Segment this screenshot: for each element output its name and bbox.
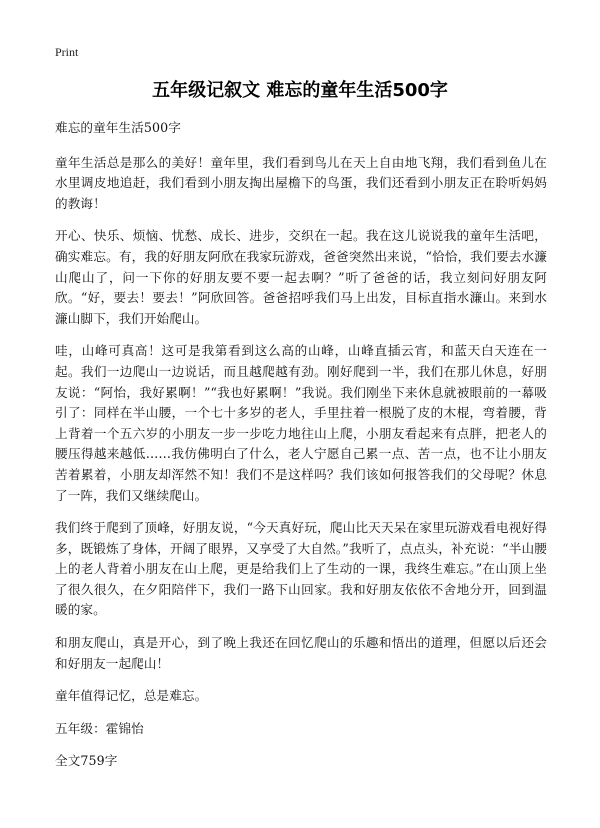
word-count: 全文759字: [55, 753, 118, 769]
author-line: 五年级：霍锦怡: [55, 720, 144, 736]
article-body: [55, 118, 547, 784]
print-link[interactable]: Print: [55, 45, 79, 59]
article-subtitle: 难忘的童年生活500字: [55, 120, 181, 135]
paragraph-reflection: 和朋友爬山，真是开心，到了晚上我还在回忆爬山的乐趣和悟出的道理，但愿以后还会和好朋友一起爬山！: [55, 635, 547, 671]
paragraph-conclusion: 童年值得记忆，总是难忘。: [55, 688, 208, 704]
page-title: 五年级记叙文 难忘的童年生活500字: [152, 80, 448, 101]
paragraph-story-start: 开心、快乐、烦恼、忧愁、成长、进步，交织在一起。我在这儿说说我的童年生活吧，确实难忘。有，我的好朋友阿欣在我家玩游戏，爸爸突然出来说，“恰恰，我们要去水濂山爬山了，问一下你的好朋友要不要一起去啊？”听了爸爸的话，我立刻问好朋友阿欣。“好，要去！要去！”阿欣回答。爸爸招呼我们马上出发，目标直指水濂山。来到水濂山脚下，我们开始爬山。: [55, 228, 547, 326]
paragraph-summit: 我们终于爬到了顶峰，好朋友说，“今天真好玩，爬山比天天呆在家里玩游戏看电视好得多，既锻炼了身体，开阔了眼界，又享受了大自然。”我听了，点点头，补充说：“半山腰上的老人背着小朋友在山上爬，更是给我们上了生动的一课，我终生难忘。”在山顶上坐了很久很久，在夕阳陪伴下，我们一路下山回家。我和好朋友依依不舍地分开，回到温暖的家。: [55, 520, 547, 618]
paragraph-mountain: 哇，山峰可真高！这可是我第看到这么高的山峰，山峰直插云宵，和蓝天白天连在一起。我们一边爬山一边说话，而且越爬越有劲。刚好爬到一半，我们在那儿休息，好朋友说：“阿怡，我好累啊！”“我也好累啊！”我说。我们刚坐下来休息就被眼前的一幕吸引了：同样在半山腰，一个七十多岁的老人，手里拄着一根脱了皮的木棍，弯着腰，背上背着一个五六岁的小朋友一步一步吃力地往山上爬，小朋友看起来有点胖，把老人的腰压得越来越低……我仿佛明白了什么，老人宁愿自己累一点、苦一点，也不让小朋友苦着累着，小朋友却浑然不知！我们不是这样吗？我们该如何报答我们的父母呢？休息了一阵，我们又继续爬山。: [55, 343, 547, 503]
paragraph-intro: 童年生活总是那么的美好！童年里，我们看到鸟儿在天上自由地飞翔，我们看到鱼儿在水里调皮地追赶，我们看到小朋友掏出屋檐下的鸟蛋，我们还看到小朋友正在聆听妈妈的教诲！: [55, 154, 547, 211]
